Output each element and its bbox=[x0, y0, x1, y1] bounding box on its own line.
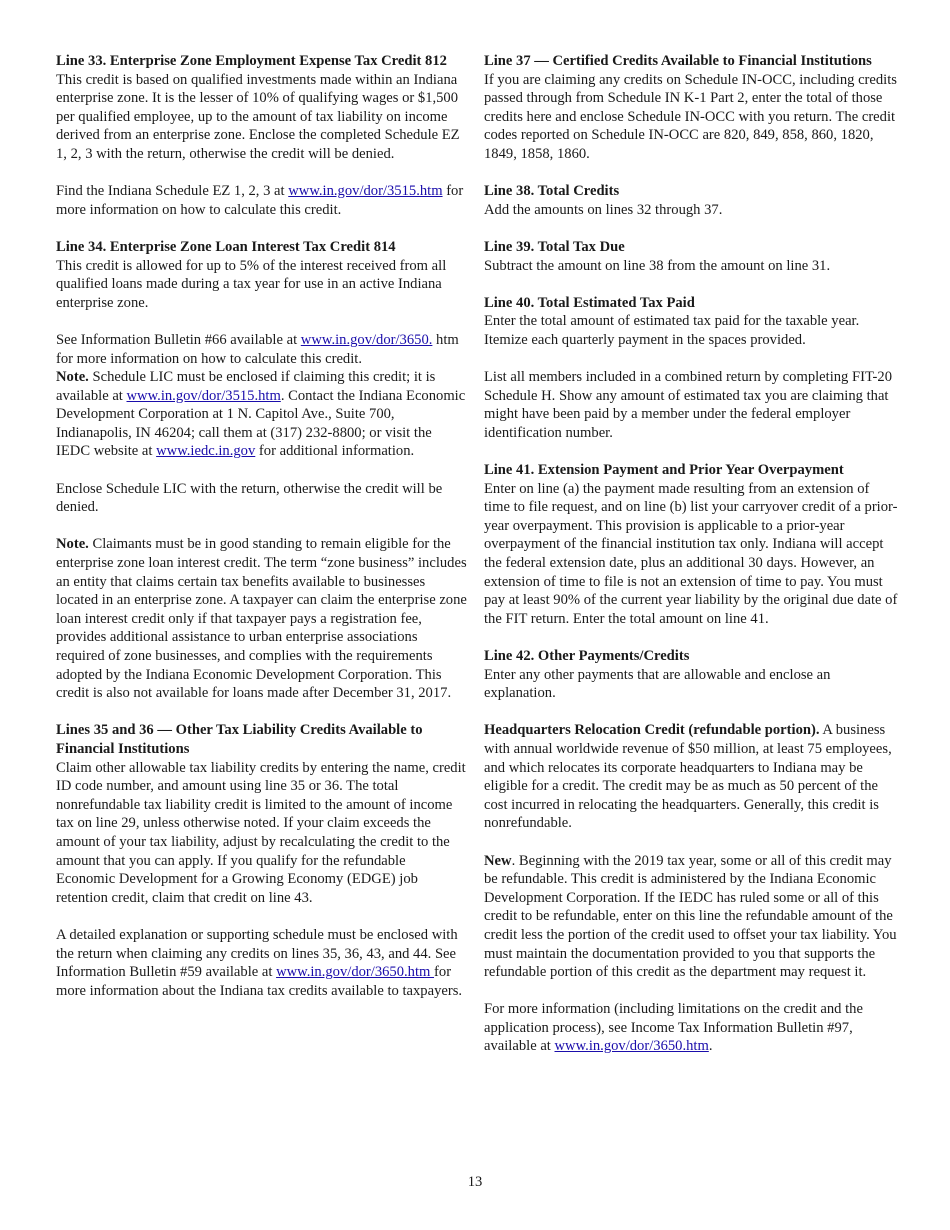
line-34-heading: Line 34. Enterprise Zone Loan Interest Tax Credit 814 bbox=[56, 238, 396, 255]
line-38-body: Add the amounts on lines 32 through 37. bbox=[484, 201, 723, 218]
page-number: 13 bbox=[467, 1174, 483, 1190]
line-39-body: Subtract the amount on line 38 from the amount on line 31. bbox=[484, 257, 831, 274]
more-information-paragraph bbox=[484, 1000, 898, 1056]
text: . Contact the Indiana Economic Development Corporation at 1 N. Capitol Ave., Suite 700, Indianapolis, IN 46204; call them at (317) 232-8800; or visit the IEDC website at bbox=[56, 387, 466, 460]
line-40-members-paragraph: List all members included in a combined return by completing FIT-20 Schedule H. Show any amount of estimated tax you are claiming that might have been paid by a member under the federal employer identification number. bbox=[484, 369, 892, 441]
new-refundable-paragraph bbox=[484, 852, 898, 982]
new-label: New bbox=[484, 852, 512, 869]
bulletin-59-link[interactable]: www.in.gov/dor/3650.htm bbox=[276, 964, 435, 981]
good-standing-note bbox=[56, 535, 468, 702]
iedc-website-link[interactable]: www.iedc.in.gov bbox=[156, 443, 256, 460]
headquarters-heading: Headquarters Relocation Credit (refundable portion). bbox=[484, 722, 820, 739]
line-40-heading: Line 40. Total Estimated Tax Paid bbox=[484, 294, 695, 311]
line-42-body: Enter any other payments that are allowable and enclose an explanation. bbox=[484, 666, 831, 702]
line-34-see-paragraph bbox=[56, 331, 468, 461]
line-37-heading: Line 37 — Certified Credits Available to Financial Institutions bbox=[484, 53, 872, 69]
ez-schedule-link[interactable]: www.in.gov/dor/3515.htm bbox=[288, 183, 443, 200]
text: htm for more information on how to calculate this credit. bbox=[56, 331, 459, 367]
line-37-section bbox=[484, 52, 898, 164]
line-37-body: If you are claiming any credits on Schedule IN-OCC, including credits passed through from Schedule IN K-1 Part 2, enter the total of those credits here and enclose Schedule IN-OCC with you return. The credit codes reported on Schedule IN-OCC are 820, 849, 858, 860, 1820, 1849, 1858, 1860. bbox=[484, 71, 897, 162]
line-38-heading: Line 38. Total Credits bbox=[484, 183, 620, 200]
line-33-body: This credit is based on qualified investments made within an Indiana enterprise zone. It is the lesser of 10% of qualifying wages or $1,500 per qualified employee, up to the amount of tax liability on income derived from an enterprise zone. Enclose the completed Schedule EZ 1, 2, 3 with the return, otherwise the credit will be denied. bbox=[56, 71, 460, 162]
detailed-explanation-paragraph bbox=[56, 926, 468, 1000]
headquarters-relocation-paragraph bbox=[484, 721, 898, 833]
text: for more information about the Indiana tax credits available to taxpayers. bbox=[56, 964, 463, 999]
text: See Information Bulletin #66 available at bbox=[56, 331, 301, 348]
line-33-find-paragraph bbox=[56, 182, 468, 219]
text: . Beginning with the 2019 tax year, some or all of this credit may be refundable. This credit is administered by the Indiana Economic Development Corporation. If the IEDC has ruled some or all of this credit to be refundable, enter on this line the refundable amount of the credit less the portion of the credit used to offset your tax liability. You must maintain the documentation provided to you that supports the refundable portion of this credit as the department may request it. bbox=[484, 852, 897, 981]
line-33-heading: Line 33. Enterprise Zone Employment Expense Tax Credit 812 bbox=[56, 53, 447, 69]
line-39-section bbox=[484, 238, 898, 275]
line-41-section bbox=[484, 461, 898, 628]
text: A detailed explanation or supporting schedule must be enclosed with the return when claiming any credits on lines 35, 36, 43, and 44. See Information Bulletin #59 available at bbox=[56, 926, 458, 981]
bulletin-97-link[interactable]: www.in.gov/dor/3650.htm bbox=[554, 1038, 709, 1055]
line-41-body: Enter on line (a) the payment made resulting from an extension of time to file request, and on line (b) list your carryover credit of a prior-year overpayment. This provision is applicable to a prior-year overpayment of the financial institution tax only. Indiana will accept the federal extension date, plus an additional 30 days. However, an extension of time to file is not an extension of time to pay. You must pay at least 90% of the current year liability by the original due date of the FIT return. Enter the total amount on line 41. bbox=[484, 480, 898, 627]
lines-35-36-section bbox=[56, 721, 468, 907]
line-42-heading: Line 42. Other Payments/Credits bbox=[484, 648, 690, 664]
lines-35-36-body: Claim other allowable tax liability credits by entering the name, credit ID code number, and amount using line 35 or 36. The total nonrefundable tax liability credit is limited to the amount of income tax on line 29, unless otherwise noted. If your claim exceeds the amount of your tax liability, adjust by recalculating the credit to the amount that you can apply. If you qualify for the refundable Economic Development for a Growing Economy (EDGE) job retention credit, claim that credit on line 43. bbox=[56, 759, 466, 906]
line-38-section bbox=[484, 182, 898, 219]
text: Schedule LIC must be enclosed if claiming this credit; it is available at bbox=[56, 369, 436, 404]
line-40-body: Enter the total amount of estimated tax paid for the taxable year. Itemize each quarterly payment in the spaces provided. bbox=[484, 313, 860, 348]
line-33-section bbox=[56, 52, 468, 164]
left-column bbox=[56, 52, 468, 1000]
text: A business with annual worldwide revenue of $50 million, at least 75 employees, and which relocates its corporate headquarters to Indiana may be eligible for a credit. The credit may be as much as 50 percent of the cost incurred in relocating the headquarters. Generally, this credit is nonrefundable. bbox=[484, 722, 892, 832]
text: for additional information. bbox=[255, 443, 415, 460]
note-label: Note. bbox=[56, 536, 89, 553]
line-39-heading: Line 39. Total Tax Due bbox=[484, 238, 625, 255]
line-41-heading: Line 41. Extension Payment and Prior Year Overpayment bbox=[484, 462, 844, 479]
line-34-body: This credit is allowed for up to 5% of the interest received from all qualified loans made during a tax year for use in an active Indiana enterprise zone. bbox=[56, 257, 447, 311]
text: Find the Indiana Schedule EZ 1, 2, 3 at bbox=[56, 183, 289, 200]
text: Claimants must be in good standing to remain eligible for the enterprise zone loan interest credit. The term “zone business” includes an entity that claims certain tax benefits available to businesses located in an enterprise zone. A taxpayer can claim the enterprise zone loan interest credit only if that taxpayer pays a registration fee, provides additional assistance to urban enterprise associations required of zone businesses, and complies with the requirements adopted by the Indiana Economic Development Corporation. This credit is also not available for loans made after December 31, 2017. bbox=[56, 536, 467, 702]
schedule-lic-link[interactable]: www.in.gov/dor/3515.htm bbox=[126, 387, 281, 404]
text: for more information on how to calculate this credit. bbox=[56, 183, 464, 218]
line-42-section bbox=[484, 647, 898, 703]
bulletin-66-link[interactable]: www.in.gov/dor/3650. bbox=[300, 331, 433, 348]
right-column bbox=[484, 52, 898, 1056]
lines-35-36-heading: Lines 35 and 36 — Other Tax Liability Credits Available to Financial Institutions bbox=[56, 722, 423, 757]
line-34-section bbox=[56, 238, 468, 312]
line-40-section bbox=[484, 294, 898, 350]
text: For more information (including limitations on the credit and the application process), see Income Tax Information Bulletin #97, available at bbox=[484, 1001, 863, 1055]
enclose-lic-paragraph: Enclose Schedule LIC with the return, otherwise the credit will be denied. bbox=[56, 480, 443, 516]
note-label: Note. bbox=[56, 369, 89, 386]
text: . bbox=[708, 1038, 713, 1055]
